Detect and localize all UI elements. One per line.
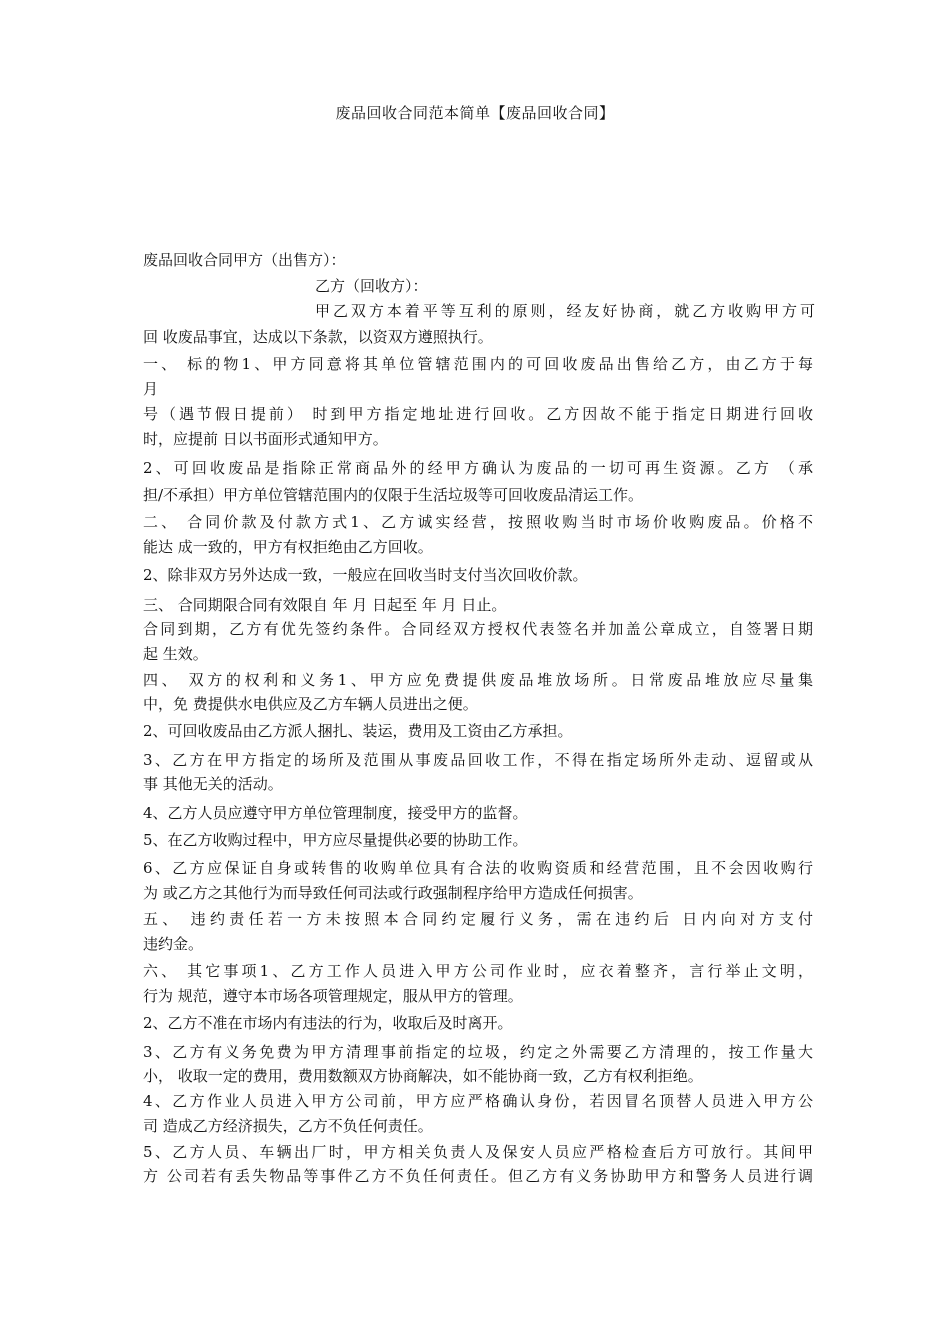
text-line: 月 xyxy=(143,380,159,398)
text-line: 起 生效。 xyxy=(143,645,208,663)
text-line: 2、可回收废品是指除正常商品外的经甲方确认为废品的一切可再生资源。乙方 （承 xyxy=(143,459,813,477)
text-line: 2、除非双方另外达成一致，一般应在回收当时支付当次回收价款。 xyxy=(143,566,588,584)
text-line: 二、 合同价款及付款方式1、乙方诚实经营，按照收购当时市场价收购废品。价格不 xyxy=(143,513,813,531)
text-line: 能达 成一致的，甲方有权拒绝由乙方回收。 xyxy=(143,538,433,556)
text-line: 六、 其它事项1、乙方工作人员进入甲方公司作业时，应衣着整齐，言行举止文明， xyxy=(143,962,813,980)
text-line: 小， 收取一定的费用，费用数额双方协商解决，如不能协商一致，乙方有权利拒绝。 xyxy=(143,1067,703,1085)
text-line: 为 或乙方之其他行为而导致任何司法或行政强制程序给甲方造成任何损害。 xyxy=(143,884,643,902)
text-line: 2、乙方不准在市场内有违法的行为，收取后及时离开。 xyxy=(143,1014,513,1032)
text-line: 行为 规范，遵守本市场各项管理规定，服从甲方的管理。 xyxy=(143,987,523,1005)
text-line: 废品回收合同甲方（出售方）： xyxy=(143,251,346,269)
text-line: 回 收废品事宜，达成以下条款，以资双方遵照执行。 xyxy=(143,328,493,346)
text-line: 四、 双方的权利和义务1、甲方应免费提供废品堆放场所。日常废品堆放应尽量集 xyxy=(143,671,813,689)
text-line: 违约金。 xyxy=(143,935,204,953)
text-line: 乙方（回收方）： xyxy=(315,277,428,295)
text-line: 担/不承担）甲方单位管辖范围内的仅限于生活垃圾等可回收废品清运工作。 xyxy=(143,486,644,504)
text-line: 司 造成乙方经济损失，乙方不负任何责任。 xyxy=(143,1117,433,1135)
text-line: 合同到期，乙方有优先签约条件。合同经双方授权代表签名并加盖公章成立，自签署日期 xyxy=(143,620,813,638)
text-line: 一、 标的物1、甲方同意将其单位管辖范围内的可回收废品出售给乙方，由乙方于每 xyxy=(143,355,813,373)
text-line: 3、乙方有义务免费为甲方清理事前指定的垃圾，约定之外需要乙方清理的，按工作量大 xyxy=(143,1043,813,1061)
text-line: 中，免 费提供水电供应及乙方车辆人员进出之便。 xyxy=(143,695,478,713)
text-line: 3、乙方在甲方指定的场所及范围从事废品回收工作，不得在指定场所外走动、逗留或从 xyxy=(143,751,813,769)
text-line: 事 其他无关的活动。 xyxy=(143,775,283,793)
text-line: 五、 违约责任若一方未按照本合同约定履行义务，需在违约后 日内向对方支付 xyxy=(143,910,813,928)
text-line: 三、 合同期限合同有效限自 年 月 日起至 年 月 日止。 xyxy=(143,596,507,614)
text-line: 4、乙方作业人员进入甲方公司前，甲方应严格确认身份，若因冒名顶替人员进入甲方公 xyxy=(143,1092,813,1110)
text-line: 6、乙方应保证自身或转售的收购单位具有合法的收购资质和经营范围，且不会因收购行 xyxy=(143,859,813,877)
text-line: 方 公司若有丢失物品等事件乙方不负任何责任。但乙方有义务协助甲方和警务人员进行调 xyxy=(143,1167,813,1185)
text-line: 5、乙方人员、车辆出厂时，甲方相关负责人及保安人员应严格检查后方可放行。其间甲 xyxy=(143,1143,813,1161)
text-line: 甲乙双方本着平等互利的原则，经友好协商，就乙方收购甲方可 xyxy=(315,302,815,320)
text-line: 4、乙方人员应遵守甲方单位管理制度，接受甲方的监督。 xyxy=(143,804,528,822)
text-line: 2、可回收废品由乙方派人捆扎、装运，费用及工资由乙方承担。 xyxy=(143,722,573,740)
text-line: 号（遇节假日提前） 时到甲方指定地址进行回收。乙方因故不能于指定日期进行回收 xyxy=(143,405,813,423)
document-title: 废品回收合同范本简单【废品回收合同】 xyxy=(335,104,615,122)
text-line: 5、在乙方收购过程中，甲方应尽量提供必要的协助工作。 xyxy=(143,831,528,849)
text-line: 时，应提前 日以书面形式通知甲方。 xyxy=(143,430,388,448)
